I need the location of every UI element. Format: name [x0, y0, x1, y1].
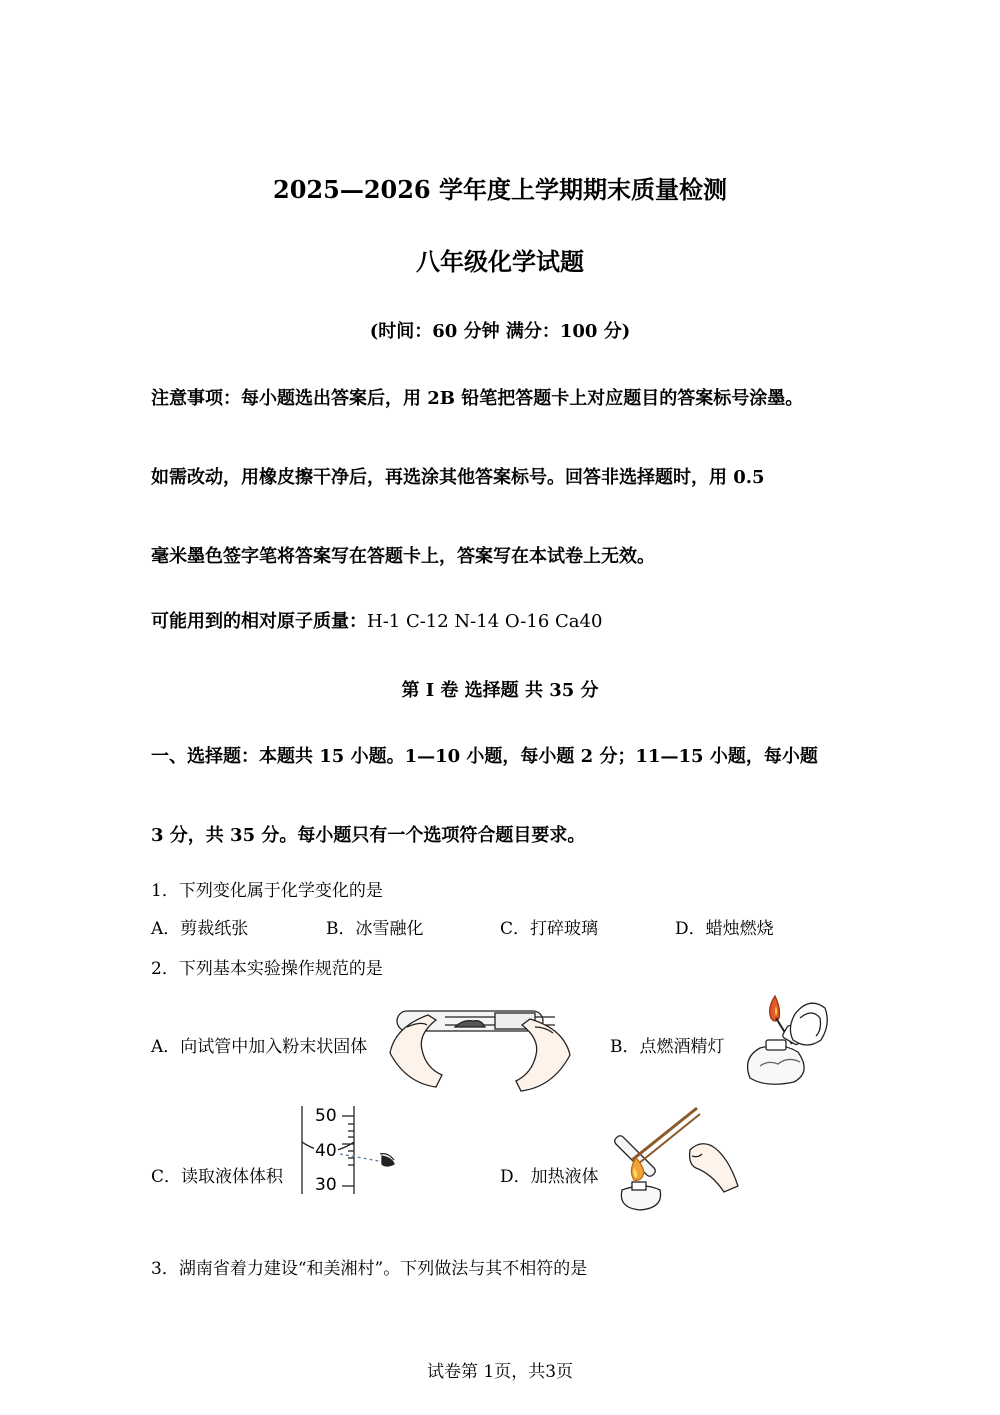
notice-line-1: 注意事项：每小题选出答案后，用 2B 铅笔把答题卡上对应题目的答案标号涂墨。	[151, 388, 804, 409]
exam-subtitle: 八年级化学试题	[416, 247, 584, 276]
section-title: 第 Ⅰ 卷 选择题 共 35 分	[401, 680, 599, 701]
question-1-option-c: C．打碎玻璃	[500, 919, 599, 939]
atomic-mass-row	[151, 607, 602, 633]
question-1-option-d: D．蜡烛燃烧	[675, 919, 774, 939]
question-2-option-d: D．加热液体	[500, 1167, 599, 1187]
question-1-option-b: B．冰雪融化	[326, 919, 424, 939]
question-2-option-a: A．向试管中加入粉末状固体	[151, 1037, 368, 1057]
cylinder-tick-label-40: 40	[315, 1141, 337, 1161]
cylinder-tick-label-50: 50	[315, 1106, 337, 1126]
atomic-mass-label: 可能用到的相对原子质量：	[151, 611, 367, 632]
question-1-option-a: A．剪裁纸张	[151, 919, 249, 939]
notice-line-2: 如需改动，用橡皮擦干净后，再选涂其他答案标号。回答非选择题时，用 0.5	[151, 467, 765, 488]
test-tube-powder-figure	[385, 1005, 575, 1090]
alcohol-lamp-lighting-figure	[740, 988, 835, 1088]
part-one-line-2: 3 分，共 35 分。每小题只有一个选项符合题目要求。	[151, 825, 586, 846]
part-one-line-1: 一、选择题：本题共 15 小题。1—10 小题，每小题 2 分；11—15 小题，每小题	[151, 746, 818, 767]
heating-liquid-figure	[612, 1110, 742, 1212]
question-2-option-b: B．点燃酒精灯	[610, 1037, 725, 1057]
graduated-cylinder-drawing	[296, 1104, 406, 1196]
time-info: (时间：60 分钟 满分：100 分)	[369, 321, 631, 342]
question-2-option-c: C．读取液体体积	[151, 1167, 284, 1187]
question-1-stem: 1．下列变化属于化学变化的是	[151, 881, 383, 901]
cylinder-tick-label-30: 30	[315, 1175, 337, 1195]
exam-title: 2025—2026 学年度上学期期末质量检测	[273, 175, 727, 204]
page-footer: 试卷第 1页，共3页	[426, 1362, 574, 1382]
question-2-stem: 2．下列基本实验操作规范的是	[151, 959, 383, 979]
atomic-mass-values: H-1 C-12 N-14 O-16 Ca40	[367, 611, 603, 632]
notice-line-3: 毫米墨色签字笔将答案写在答题卡上，答案写在本试卷上无效。	[151, 546, 655, 567]
question-3-stem: 3．湖南省着力建设“和美湘村”。下列做法与其不相符的是	[151, 1259, 588, 1279]
